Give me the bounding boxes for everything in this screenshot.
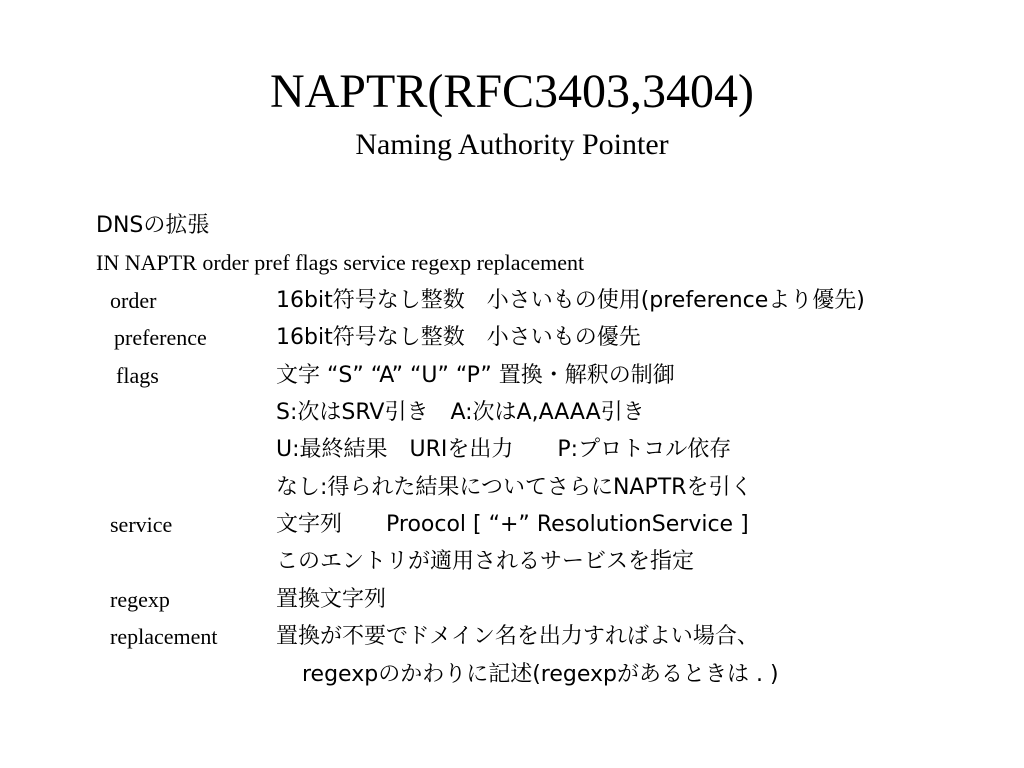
definition-description: このエントリが適用されるサービスを指定 <box>276 549 695 574</box>
definition-term: service <box>110 512 173 537</box>
definition-description: 文字 “S” “A” “U” “P” 置換・解釈の制御 <box>276 363 675 388</box>
definition-description: 置換文字列 <box>276 587 387 612</box>
definition-description: 置換が不要でドメイン名を出力すればよい場合、 <box>276 624 759 649</box>
definition-row-flags-none <box>0 474 1024 504</box>
definition-description: regexpのかわりに記述(regexpがあるときは . ) <box>302 662 779 687</box>
definition-row-flags <box>0 362 1024 392</box>
definition-row-replacement <box>0 623 1024 653</box>
definition-term: regexp <box>110 587 170 612</box>
definition-term: order <box>110 288 157 313</box>
definition-row-replacement-detail <box>0 661 1024 691</box>
slide-subtitle: Naming Authority Pointer <box>355 128 669 161</box>
definition-row-preference <box>0 324 1024 354</box>
definition-row-order <box>0 287 1024 317</box>
definition-description: 16bit符号なし整数 小さいもの優先 <box>276 325 641 350</box>
intro-line-dns-extension: DNSの拡張 <box>96 213 210 238</box>
definition-row-service-detail <box>0 548 1024 578</box>
slide-title: NAPTR(RFC3403,3404) <box>269 65 755 118</box>
definition-description: 文字列 Proocol [ “+” ResolutionService ] <box>276 512 749 537</box>
definition-description: S:次はSRV引き A:次はA,AAAA引き <box>276 400 645 425</box>
definition-row-flags-u-p <box>0 436 1024 466</box>
definition-row-service <box>0 511 1024 541</box>
definition-term: flags <box>116 363 159 388</box>
intro-line-record-format: IN NAPTR order pref flags service regexp replacement <box>96 250 585 275</box>
definition-term: preference <box>114 325 207 350</box>
definition-description: なし:得られた結果についてさらにNAPTRを引く <box>276 475 753 500</box>
definition-row-flags-s-a <box>0 399 1024 429</box>
definition-term: replacement <box>110 624 218 649</box>
definition-description: 16bit符号なし整数 小さいもの使用(preferenceより優先) <box>276 288 865 313</box>
definition-row-regexp <box>0 586 1024 616</box>
definition-description: U:最終結果 URIを出力 P:プロトコル依存 <box>276 437 732 462</box>
